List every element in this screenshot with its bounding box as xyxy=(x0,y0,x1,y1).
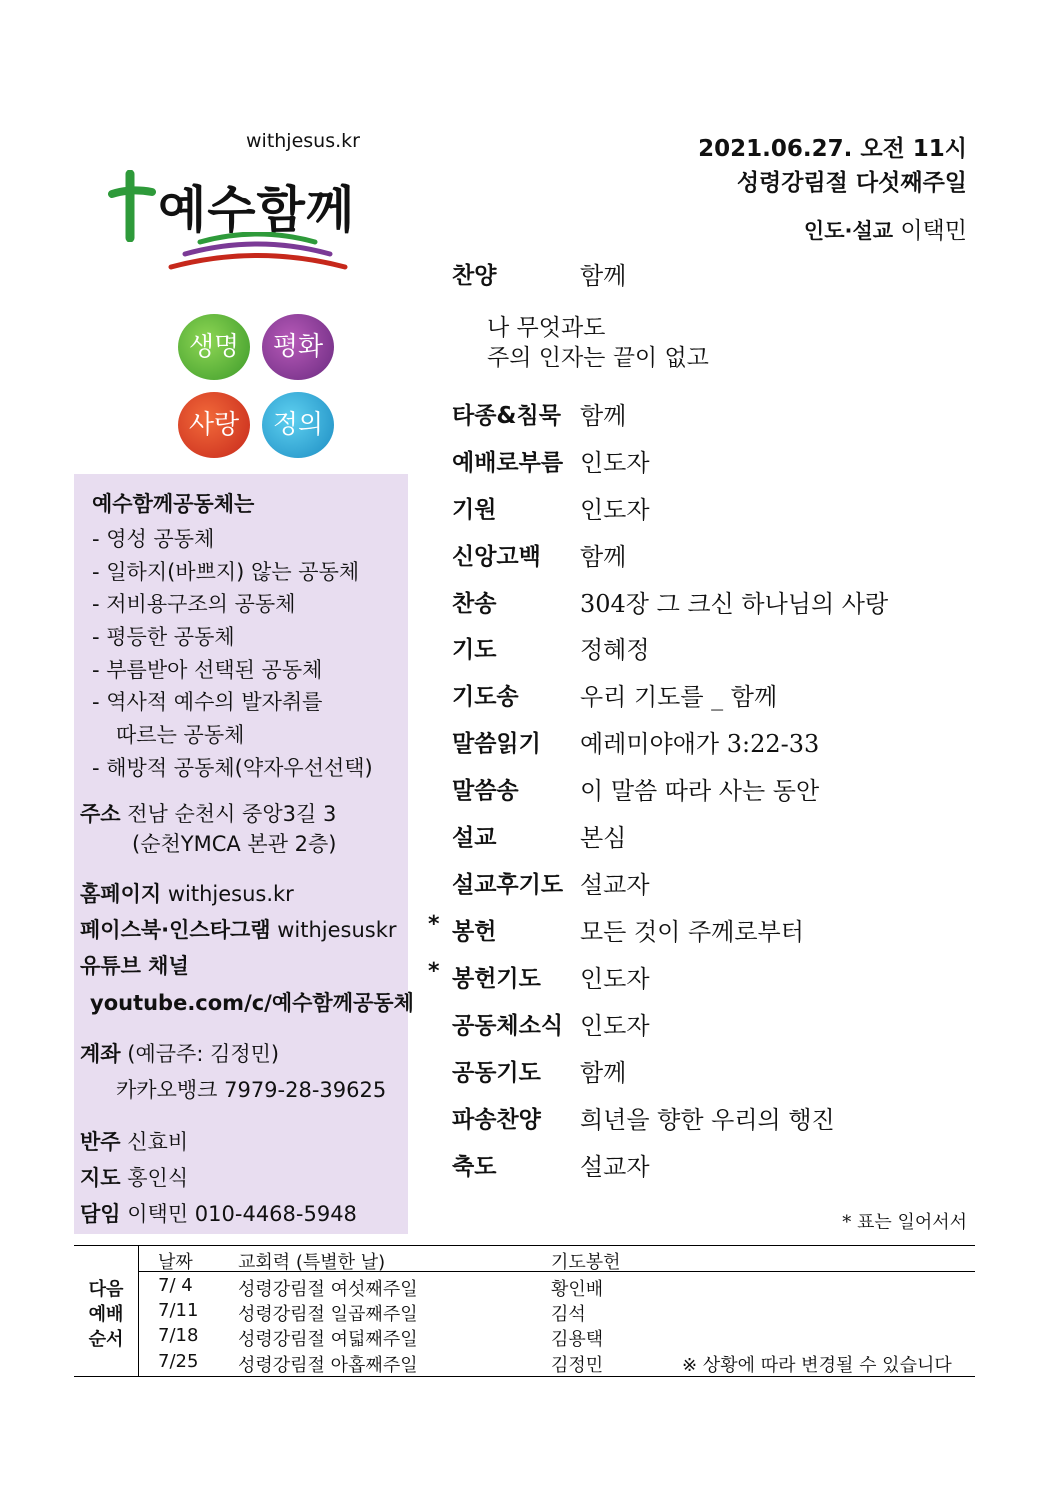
schedule-prayer: 김용택 xyxy=(551,1329,604,1350)
homepage-label: 홈페이지 xyxy=(80,882,162,906)
schedule-prayer: 김정민 xyxy=(551,1355,604,1376)
stand-marker: * xyxy=(428,912,440,937)
order-item-label: 찬송 xyxy=(452,591,497,617)
community-item: 따르는 공동체 xyxy=(116,723,245,747)
order-item-value: 설교자 xyxy=(580,1153,650,1181)
order-item-value: 함께 xyxy=(580,543,627,571)
order-item-label: 말씀송 xyxy=(452,778,519,804)
order-item-label: 기도송 xyxy=(452,684,519,710)
schedule-calendar: 성령강림절 일곱째주일 xyxy=(238,1304,418,1325)
sns xyxy=(80,914,397,944)
order-item-value: 본심 xyxy=(580,824,627,852)
schedule-calendar: 성령강림절 여섯째주일 xyxy=(238,1279,418,1300)
order-item-label: 설교 xyxy=(452,825,497,851)
value-peace-badge: 평화 xyxy=(262,314,334,380)
community-item: - 평등한 공동체 xyxy=(92,625,235,649)
order-item-value: 희년을 향한 우리의 행진 xyxy=(580,1106,835,1134)
sns-handle[interactable]: withjesuskr xyxy=(277,918,397,942)
service-leader xyxy=(804,212,967,245)
service-date: 2021.06.27. 오전 11시 xyxy=(698,136,967,162)
order-item-value: 함께 xyxy=(580,1059,627,1087)
praise-song: 나 무엇과도 xyxy=(487,315,606,341)
schedule-calendar: 성령강림절 아홉째주일 xyxy=(238,1355,418,1376)
account-number: 카카오뱅크 7979-28-39625 xyxy=(116,1078,387,1102)
guide-label: 지도 xyxy=(80,1166,121,1190)
community-item: - 역사적 예수의 발자취를 xyxy=(92,690,323,714)
value-justice-badge: 정의 xyxy=(262,392,334,458)
order-praise-value: 함께 xyxy=(580,262,627,290)
accompanist-label: 반주 xyxy=(80,1130,121,1154)
site-url: withjesus.kr xyxy=(246,130,360,152)
order-item-value: 정혜정 xyxy=(580,636,650,664)
sns-label: 페이스북·인스타그램 xyxy=(80,918,271,942)
leader-name: 이택민 xyxy=(900,218,967,244)
order-praise-label: 찬양 xyxy=(452,263,497,289)
value-love-badge: 사랑 xyxy=(178,392,250,458)
guide-name: 홍인식 xyxy=(127,1166,189,1190)
order-item-label: 축도 xyxy=(452,1154,497,1180)
order-item-value: 모든 것이 주께로부터 xyxy=(580,918,804,946)
youtube-link[interactable]: youtube.com/c/예수함께공동체 xyxy=(90,991,414,1015)
schedule-prayer: 황인배 xyxy=(551,1279,604,1300)
order-item-label: 신앙고백 xyxy=(452,544,541,570)
order-item-label: 공동체소식 xyxy=(452,1013,564,1039)
homepage-link[interactable]: withjesus.kr xyxy=(167,882,294,906)
guide xyxy=(80,1162,188,1192)
order-item-value: 인도자 xyxy=(580,965,650,993)
order-item-value: 304장 그 크신 하나님의 사랑 xyxy=(580,590,889,618)
praise-song: 주의 인자는 끝이 없고 xyxy=(487,345,709,371)
pastor xyxy=(80,1198,357,1228)
community-item: - 부름받아 선택된 공동체 xyxy=(92,658,323,682)
pastor-contact: 이택민 010-4468-5948 xyxy=(127,1202,357,1226)
accompanist xyxy=(80,1126,188,1156)
service-week: 성령강림절 다섯째주일 xyxy=(736,170,967,196)
homepage xyxy=(80,878,294,908)
community-item: - 일하지(바쁘지) 않는 공동체 xyxy=(92,560,360,584)
address-line2: (순천YMCA 본관 2층) xyxy=(132,832,337,856)
logo-arcs-icon xyxy=(165,232,350,277)
order-item-label: 봉헌기도 xyxy=(452,966,541,992)
order-item-value: 인도자 xyxy=(580,449,650,477)
schedule-date: 7/25 xyxy=(158,1351,199,1372)
schedule-header-prayer: 기도봉헌 xyxy=(551,1252,621,1273)
schedule-note: ※ 상황에 따라 변경될 수 있습니다 xyxy=(682,1355,952,1376)
schedule-header-calendar: 교회력 (특별한 날) xyxy=(238,1252,386,1273)
schedule-date: 7/ 4 xyxy=(158,1275,193,1296)
order-item-value: 함께 xyxy=(580,402,627,430)
order-item-value: 인도자 xyxy=(580,1012,650,1040)
order-item-value: 인도자 xyxy=(580,496,650,524)
schedule-prayer: 김석 xyxy=(551,1304,586,1325)
next-schedule-table xyxy=(74,1245,975,1377)
order-item-label: 봉헌 xyxy=(452,919,497,945)
leader-label: 인도·설교 xyxy=(803,219,894,243)
stand-note: * 표는 일어서서 xyxy=(842,1212,967,1233)
address xyxy=(80,798,336,828)
order-item-label: 기원 xyxy=(452,497,497,523)
address-line1: 전남 순천시 중앙3길 3 xyxy=(127,802,337,826)
order-item-label: 예배로부름 xyxy=(452,450,564,476)
community-item: - 영성 공동체 xyxy=(92,527,215,551)
order-item-value: 예레미야애가 3:22-33 xyxy=(580,730,820,758)
accompanist-name: 신효비 xyxy=(127,1130,189,1154)
account xyxy=(80,1038,279,1068)
schedule-date: 7/18 xyxy=(158,1325,199,1346)
order-item-label: 설교후기도 xyxy=(452,872,564,898)
pastor-label: 담임 xyxy=(80,1202,121,1226)
order-item-value: 우리 기도를 _ 함께 xyxy=(580,683,778,711)
schedule-side-label: 다음 xyxy=(88,1279,124,1300)
order-item-value: 설교자 xyxy=(580,871,650,899)
address-label: 주소 xyxy=(80,802,121,826)
account-holder: (예금주: 김정민) xyxy=(127,1042,280,1066)
community-item: - 해방적 공동체(약자우선선택) xyxy=(92,756,373,780)
value-life-badge: 생명 xyxy=(178,314,250,380)
youtube-label: 유튜브 채널 xyxy=(80,954,189,978)
schedule-date: 7/11 xyxy=(158,1300,199,1321)
order-item-label: 공동기도 xyxy=(452,1060,541,1086)
schedule-side-label: 예배 xyxy=(88,1304,124,1325)
community-title: 예수함께공동체는 xyxy=(92,492,255,516)
schedule-side-label: 순서 xyxy=(88,1329,124,1350)
order-item-label: 파송찬양 xyxy=(452,1107,541,1133)
stand-marker: * xyxy=(428,959,440,984)
community-item: - 저비용구조의 공동체 xyxy=(92,592,296,616)
order-item-value: 이 말씀 따라 사는 동안 xyxy=(580,777,820,805)
order-item-label: 말씀읽기 xyxy=(452,731,541,757)
order-item-label: 타종&침묵 xyxy=(452,403,561,429)
account-label: 계좌 xyxy=(80,1042,121,1066)
schedule-calendar: 성령강림절 여덟째주일 xyxy=(238,1329,418,1350)
order-item-label: 기도 xyxy=(452,637,497,663)
logo-text: 예수함께 xyxy=(158,181,356,239)
schedule-header-date: 날짜 xyxy=(158,1252,193,1273)
